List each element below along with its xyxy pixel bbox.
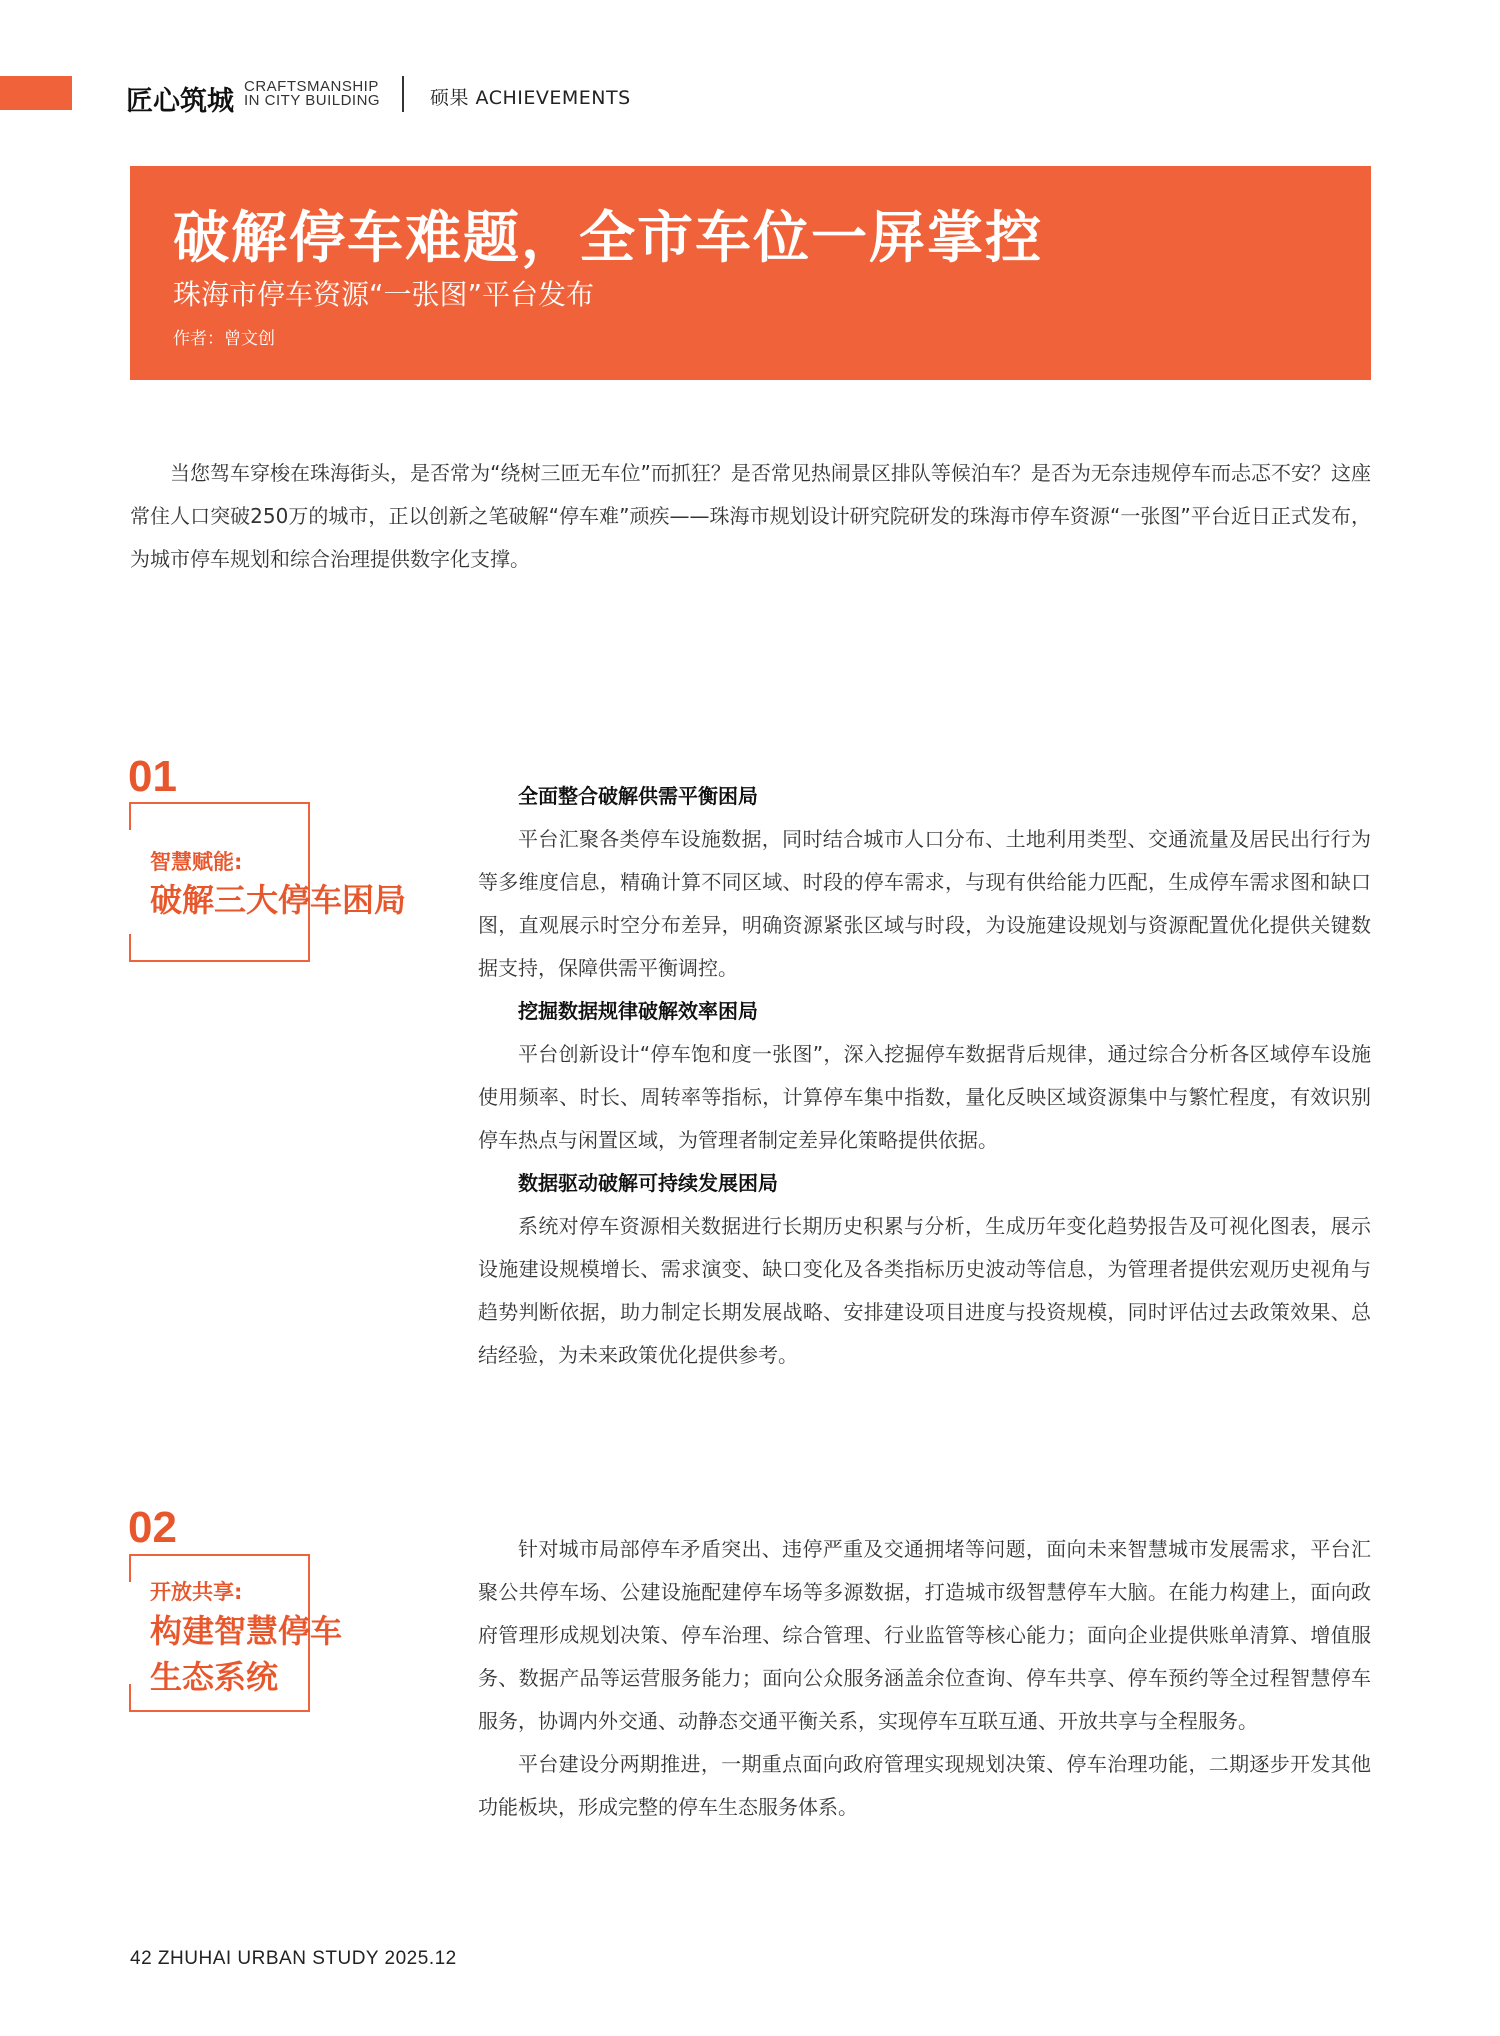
section-number-01: 01 xyxy=(128,752,177,801)
subheading: 挖掘数据规律破解效率困局 xyxy=(518,999,758,1023)
section-kicker-02: 开放共享: xyxy=(150,1580,243,1604)
header-accent-bar xyxy=(0,76,72,110)
section-heading-02-line2: 生态系统 xyxy=(150,1658,279,1696)
paragraph: 针对城市局部停车矛盾突出、违停严重及交通拥堵等问题，面向未来智慧城市发展需求，平台汇聚公共停车场、公建设施配建停车场等多源数据，打造城市级智慧停车大脑。在能力构建上，面向政府管理形成规划决策、停车治理、综合管理、行业监管等核心能力；面向企业提供账单清算、增值服务、数据产品等运营服务能力；面向公众服务涵盖余位查询、停车共享、停车预约等全过程智慧停车服务，协调内外交通、动静态交通平衡关系，实现停车互联互通、开放共享与全程服务。 xyxy=(478,1537,1371,1733)
paragraph: 平台汇聚各类停车设施数据，同时结合城市人口分布、土地利用类型、交通流量及居民出行行为等多维度信息，精确计算不同区域、时段的停车需求，与现有供给能力匹配，生成停车需求图和缺口图，直观展示时空分布差异，明确资源紧张区域与时段，为设施建设规划与资源配置优化提供关键数据支持，保障供需平衡调控。 xyxy=(478,827,1371,980)
column-name-en-line2: IN CITY BUILDING xyxy=(244,92,381,109)
column-name: 匠心筑城 xyxy=(126,86,234,117)
page-number: 42 xyxy=(130,1948,153,1969)
magazine-name: ZHUHAI URBAN STUDY xyxy=(157,1948,379,1969)
title-banner xyxy=(130,166,1371,380)
section-heading-01: 破解三大停车困局 xyxy=(150,881,407,919)
section-body-02 xyxy=(478,1528,1371,1829)
section-number-02: 02 xyxy=(128,1503,177,1552)
column-name-en xyxy=(244,80,380,108)
section-body-01 xyxy=(478,775,1371,1377)
page-footer xyxy=(130,1948,457,1970)
section-label-box-02 xyxy=(129,1554,343,1712)
intro-paragraph: 当您驾车穿梭在珠海街头，是否常为“绕树三匝无车位”而抓狂？是否常见热闹景区排队等候泊车？是否为无奈违规停车而忐忑不安？这座常住人口突破250万的城市，正以创新之笔破解“停车难”顽疾——珠海市规划设计研究院研发的珠海市停车资源“一张图”平台近日正式发布，为城市停车规划和综合治理提供数字化支撑。 xyxy=(130,461,1371,571)
paragraph: 平台创新设计“停车饱和度一张图”，深入挖掘停车数据背后规律，通过综合分析各区域停车设施使用频率、时长、周转率等指标，计算停车集中指数，量化反映区域资源集中与繁忙程度，有效识别停车热点与闲置区域，为管理者制定差异化策略提供依据。 xyxy=(478,1042,1371,1152)
section-heading-02-line1: 构建智慧停车 xyxy=(150,1612,343,1650)
article-subtitle: 珠海市停车资源“一张图”平台发布 xyxy=(173,278,595,311)
subheading: 数据驱动破解可持续发展困局 xyxy=(518,1171,778,1195)
section-label-box-01 xyxy=(129,802,407,962)
header-divider xyxy=(402,76,404,112)
paragraph: 系统对停车资源相关数据进行长期历史积累与分析，生成历年变化趋势报告及可视化图表，展示设施建设规模增长、需求演变、缺口变化及各类指标历史波动等信息，为管理者提供宏观历史视角与趋势判断依据，助力制定长期发展战略、安排建设项目进度与投资规模，同时评估过去政策效果、总结经验，为未来政策优化提供参考。 xyxy=(478,1214,1371,1367)
section-kicker-01: 智慧赋能: xyxy=(150,850,243,874)
column-name-en-line1: CRAFTSMANSHIP xyxy=(244,78,379,95)
section-name: 硕果 ACHIEVEMENTS xyxy=(430,87,631,109)
paragraph: 平台建设分两期推进，一期重点面向政府管理实现规划决策、停车治理功能，二期逐步开发其他功能板块，形成完整的停车生态服务体系。 xyxy=(478,1752,1371,1819)
issue-date: 2025.12 xyxy=(384,1948,457,1969)
article-title: 破解停车难题，全市车位一屏掌控 xyxy=(173,206,1043,271)
article-author: 作者：曾文创 xyxy=(173,329,275,349)
subheading: 全面整合破解供需平衡困局 xyxy=(518,784,758,808)
